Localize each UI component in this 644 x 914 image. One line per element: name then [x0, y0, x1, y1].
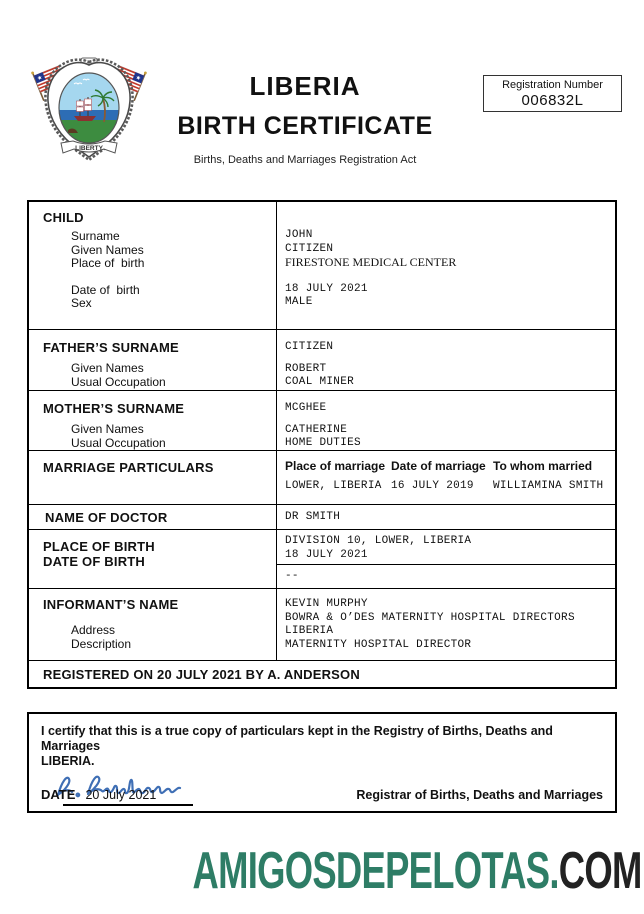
given-names-label: Given Names	[71, 242, 144, 257]
header-titles	[135, 72, 475, 166]
registered-row	[29, 661, 615, 687]
child-given-names-value: CITIZEN	[285, 242, 334, 255]
father-given-names-label: Given Names	[71, 361, 144, 375]
date-of-marriage-value: 16 JULY 2019	[391, 480, 474, 492]
place-of-birth-label: Place of birth	[71, 256, 145, 270]
mother-surname-value: MCGHEE	[285, 402, 327, 414]
mother-heading: MOTHER’S SURNAME	[43, 401, 185, 416]
mother-occupation-value: HOME DUTIES	[285, 437, 361, 449]
child-place-of-birth-value: FIRESTONE MEDICAL CENTER	[285, 255, 457, 269]
registrar-title: Registrar of Births, Deaths and Marriages	[356, 788, 603, 802]
marriage-heading: MARRIAGE PARTICULARS	[43, 460, 214, 475]
informant-organisation-value: BOWRA & O’DES MATERNITY HOSPITAL DIRECTORS	[285, 611, 575, 624]
document-title: BIRTH CERTIFICATE	[177, 112, 433, 140]
father-occupation-label: Usual Occupation	[71, 374, 166, 389]
coat-of-arms-icon	[30, 56, 148, 168]
birth-place-value: DIVISION 10, LOWER, LIBERIA	[285, 535, 472, 547]
particulars-table	[27, 200, 617, 689]
child-surname-value: JOHN	[285, 229, 313, 241]
certification-date	[41, 786, 156, 804]
certification-box	[27, 712, 617, 813]
place-of-marriage-label: Place of marriage	[285, 459, 386, 473]
doctor-section	[29, 505, 615, 530]
informant-address-label: Address	[71, 623, 116, 637]
father-heading: FATHER’S SURNAME	[43, 340, 179, 355]
marriage-section	[29, 451, 615, 505]
informant-section	[29, 589, 615, 661]
doctor-heading: NAME OF DOCTOR	[45, 510, 168, 525]
sex-label: Sex	[71, 296, 92, 310]
informant-name-value: KEVIN MURPHY	[285, 598, 368, 610]
to-whom-married-value: WILLIAMINA SMITH	[493, 480, 604, 492]
watermark-site-name: AMIGOSDEPELOTAS.	[192, 842, 560, 900]
watermark-tld: COM	[559, 842, 642, 900]
child-section	[29, 202, 615, 330]
registration-number-value: 006832L	[521, 92, 584, 109]
certification-line2: LIBERIA.	[41, 754, 95, 768]
date-of-birth-heading: DATE OF BIRTH	[43, 554, 146, 569]
date-value: 20 July 2021	[85, 788, 157, 802]
child-heading: CHILD	[43, 210, 84, 225]
liberia-coat-of-arms	[30, 56, 148, 173]
surname-label: Surname	[71, 229, 120, 243]
mother-given-names-value: CATHERINE	[285, 423, 348, 436]
birth-note-value: --	[285, 570, 299, 582]
mother-given-names-label: Given Names	[71, 422, 144, 436]
informant-address-value: LIBERIA	[285, 625, 334, 637]
place-of-marriage-value: LOWER, LIBERIA	[285, 480, 382, 492]
father-section	[29, 330, 615, 391]
father-occupation-value: COAL MINER	[285, 376, 355, 388]
seal-motto-text: LIBERTY	[75, 145, 103, 152]
act-subtitle: Births, Deaths and Marriages Registration Act	[193, 154, 417, 166]
birth-registration-section	[29, 530, 615, 589]
place-of-birth-heading: PLACE OF BIRTH	[43, 539, 155, 554]
registration-number-label: Registration Number	[502, 79, 603, 91]
informant-description-label: Description	[71, 636, 132, 651]
to-whom-married-label: To whom married	[493, 459, 593, 473]
certification-line1: I certify that this is a true copy of particulars kept in the Registry of Births, Deaths and Marriages	[41, 724, 553, 753]
registration-number-box	[483, 75, 622, 112]
mother-occupation-label: Usual Occupation	[71, 435, 166, 450]
registered-text: REGISTERED ON 20 JULY 2021 BY A. ANDERSON	[43, 667, 360, 682]
mother-section	[29, 391, 615, 451]
site-watermark	[192, 842, 642, 900]
child-sex-value: MALE	[285, 296, 313, 308]
birth-date-value: 18 JULY 2021	[285, 548, 368, 561]
country-title: LIBERIA	[249, 71, 361, 101]
child-date-of-birth-value: 18 JULY 2021	[285, 282, 368, 295]
date-of-marriage-label: Date of marriage	[391, 459, 486, 473]
signature-line	[63, 804, 193, 806]
date-label: DATE	[41, 787, 76, 802]
father-given-names-value: ROBERT	[285, 362, 327, 375]
date-of-birth-label: Date of birth	[71, 282, 140, 297]
doctor-name-value: DR SMITH	[285, 511, 341, 523]
informant-heading: INFORMANT’S NAME	[43, 597, 179, 612]
father-surname-value: CITIZEN	[285, 341, 334, 353]
informant-description-value: MATERNITY HOSPITAL DIRECTOR	[285, 638, 472, 651]
